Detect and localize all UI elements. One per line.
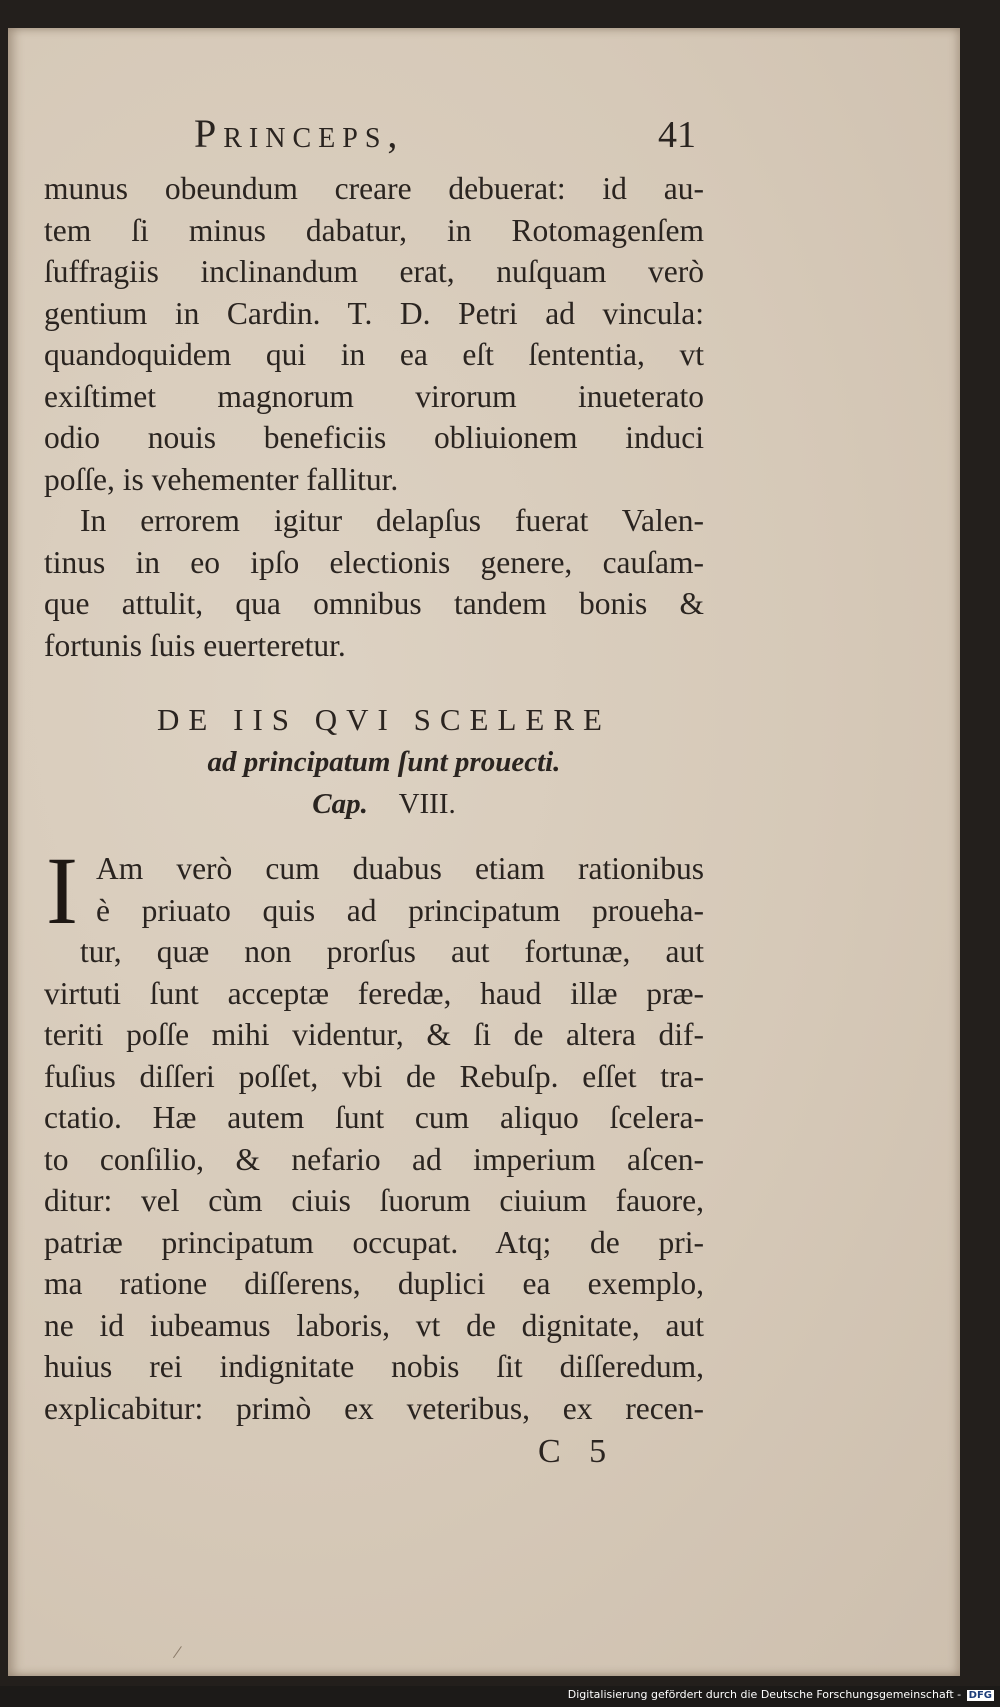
page-text-block — [44, 110, 704, 1475]
footer-bar — [0, 1686, 1000, 1707]
text-line: In errorem igitur delapſus fuerat Valen- — [80, 503, 704, 538]
footer-credit — [568, 1688, 994, 1701]
text-line: ſuffragiis inclinandum erat, nuſquam verò — [44, 254, 704, 289]
text-line: teriti poſſe mihi videntur, & ſi de altera dif- — [44, 1017, 704, 1052]
text-line: è priuato quis ad principatum proueha- — [96, 892, 704, 928]
text-line: tinus in eo ipſo electionis genere, cauſam- — [44, 544, 704, 580]
text-line: fortunis ſuis euerteretur. — [44, 627, 346, 663]
text-line: virtuti ſunt acceptæ feredæ, haud illæ præ- — [44, 975, 704, 1011]
page-number: 41 — [658, 114, 696, 156]
paragraph-two — [44, 500, 704, 666]
text-line: tur, quæ non prorſus aut fortunæ, aut — [80, 934, 704, 969]
text-line: que attulit, qua omnibus tandem bonis & — [44, 586, 704, 621]
running-head — [44, 110, 704, 168]
text-line: patriæ principatum occupat. Atq; de pri- — [44, 1224, 704, 1260]
text-line: exiſtimet magnorum virorum inueterato — [44, 378, 704, 414]
dfg-logo: DFG — [968, 1690, 992, 1701]
chapter-body — [44, 837, 704, 1429]
chapter-label: Cap. — [312, 788, 368, 820]
text-line: huius rei indignitate nobis ſit diſſeredum, — [44, 1349, 704, 1384]
chapter-title-caps: DE IIS QVI SCELERE — [157, 702, 611, 737]
text-line: Am verò cum duabus etiam rationibus — [96, 851, 704, 886]
text-line: gentium in Cardin. T. D. Petri ad vincula: — [44, 295, 704, 331]
chapter-number — [44, 782, 704, 826]
book-page — [8, 28, 960, 1676]
text-line: explicabitur: primò ex veteribus, ex recen- — [44, 1390, 704, 1426]
text-line: odio nouis beneficiis obliuionem induci — [44, 420, 704, 455]
text-line: fuſius diſſeri poſſet, vbi de Rebuſp. eſſet tra- — [44, 1058, 704, 1094]
paper-mark — [173, 1646, 190, 1664]
text-line: tem ſi minus dabatur, in Rotomagenſem — [44, 212, 704, 248]
signature-mark: C 5 — [538, 1433, 617, 1470]
footer-credit-text: Digitalisierung gefördert durch die Deutsche Forschungsgemeinschaft - — [567, 1688, 962, 1701]
text-line: munus obeundum creare debuerat: id au- — [44, 171, 704, 206]
chapter-heading — [44, 698, 704, 826]
drop-cap-letter: I — [46, 837, 78, 944]
running-title: Princeps, — [194, 111, 405, 156]
text-line: ma ratione diſſerens, duplici ea exemplo, — [44, 1266, 704, 1301]
text-line: poſſe, is vehementer fallitur. — [44, 461, 399, 497]
section-gap — [44, 666, 704, 692]
chapter-title-italic: ad principatum ſunt prouecti. — [207, 746, 561, 778]
paragraph-one — [44, 168, 704, 500]
text-line: ctatio. Hæ autem ſunt cum aliquo ſcelera- — [44, 1100, 704, 1135]
text-line: to conſilio, & nefario ad imperium aſcen- — [44, 1141, 704, 1177]
chapter-numeral: VIII. — [398, 788, 456, 820]
text-line: quandoquidem qui in ea eſt ſententia, vt — [44, 337, 704, 372]
text-line: ditur: vel cùm ciuis ſuorum ciuium fauore, — [44, 1183, 704, 1218]
text-line: ne id iubeamus laboris, vt de dignitate, aut — [44, 1307, 704, 1343]
